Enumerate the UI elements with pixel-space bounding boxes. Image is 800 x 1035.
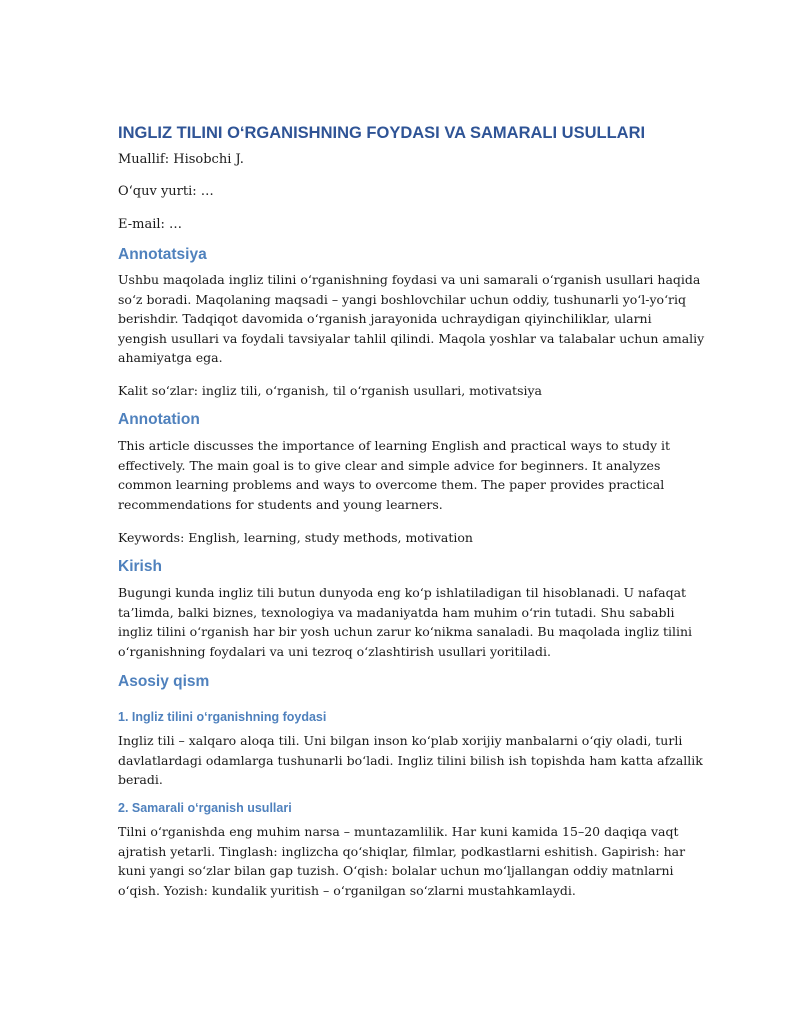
email-line: E-mail: … <box>118 217 183 232</box>
paragraph-kirish <box>118 583 693 661</box>
text-line: Ingliz tili – xalqaro aloqa tili. Uni bilgan inson ko‘plab xorijiy manbalarni o‘qiy oladi, turli <box>118 733 683 748</box>
text-line: Bugungi kunda ingliz tili butun dunyoda eng ko‘p ishlatiladigan til hisoblanadi. U nafaqat <box>118 585 687 600</box>
text-line: ajratish yetarli. Tinglash: inglizcha qo‘shiqlar, filmlar, podkastlarni eshitish. Gapirish: har <box>118 843 686 859</box>
text-line: o‘rganishning foydalari va uni tezroq o‘zlashtirish usullari yoritiladi. <box>118 643 551 659</box>
text-line: ingliz tilini o‘rganish har bir yosh uchun zarur ko‘nikma sanaladi. Bu maqolada ingliz tilini <box>118 624 693 639</box>
paragraph-section-1 <box>118 731 703 790</box>
paragraph-annotation <box>118 436 688 514</box>
paragraph-annotatsiya <box>118 270 705 368</box>
text-line: davlatlardagi odamlarga tushunarli bo‘ladi. Ingliz tilini bilish ish topishda ham katta afzallik <box>118 752 703 768</box>
heading-kirish: Kirish <box>118 558 162 575</box>
text-line: kuni yangi so‘zlar bilan gap tuzish. O‘qish: bolalar uchun mo‘ljallangan oddiy matnlarni <box>118 863 674 878</box>
text-line: o‘qish. Yozish: kundalik yuritish – o‘rganilgan so‘zlarni mustahkamlaydi. <box>118 882 576 898</box>
text-line: Ushbu maqolada ingliz tilini o‘rganishning foydasi va uni samarali o‘rganish usullari haqida <box>118 272 701 287</box>
heading-section-1: 1. Ingliz tilini o‘rganishning foydasi <box>118 710 327 724</box>
text-line: so‘z boradi. Maqolaning maqsadi – yangi boshlovchilar uchun oddiy, tushunarli yo‘l-yo‘riq <box>118 291 687 307</box>
text-line: beradi. <box>118 772 163 787</box>
author-line: Muallif: Hisobchi J. <box>118 152 244 167</box>
keywords-uz: Kalit so‘zlar: ingliz tili, o‘rganish, til o‘rganish usullari, motivatsiya <box>118 383 543 398</box>
heading-section-2: 2. Samarali o‘rganish usullari <box>118 801 292 815</box>
heading-annotatsiya: Annotatsiya <box>118 246 207 263</box>
page-title: INGLIZ TILINI O‘RGANISHNING FOYDASI VA SAMARALI USULLARI <box>118 124 646 142</box>
text-line: This article discusses the importance of learning English and practical ways to study it <box>118 438 671 453</box>
paragraph-section-2 <box>118 822 688 900</box>
text-line: recommendations for students and young learners. <box>118 496 443 512</box>
heading-annotation: Annotation <box>118 411 200 428</box>
text-line: ta’limda, balki biznes, texnologiya va madaniyatda ham muhim o‘rin tutadi. Shu sababli <box>118 604 675 620</box>
text-line: Tilni o‘rganishda eng muhim narsa – muntazamlilik. Har kuni kamida 15–20 daqiqa vaqt <box>118 824 679 839</box>
text-line: ahamiyatga ega. <box>118 350 223 365</box>
text-line: common learning problems and ways to overcome them. The paper provides practical <box>118 477 665 492</box>
keywords-en: Keywords: English, learning, study methods, motivation <box>118 530 473 545</box>
heading-asosiy-qism: Asosiy qism <box>118 673 210 690</box>
institution-line: O‘quv yurti: … <box>118 184 214 199</box>
text-line: effectively. The main goal is to give clear and simple advice for beginners. It analyzes <box>118 457 661 473</box>
text-line: yengish usullari va foydali tavsiyalar tahlil qilindi. Maqola yoshlar va talabalar uchun amaliy <box>118 330 705 346</box>
text-line: berishdir. Tadqiqot davomida o‘rganish jarayonida uchraydigan qiyinchiliklar, ularni <box>118 311 652 326</box>
